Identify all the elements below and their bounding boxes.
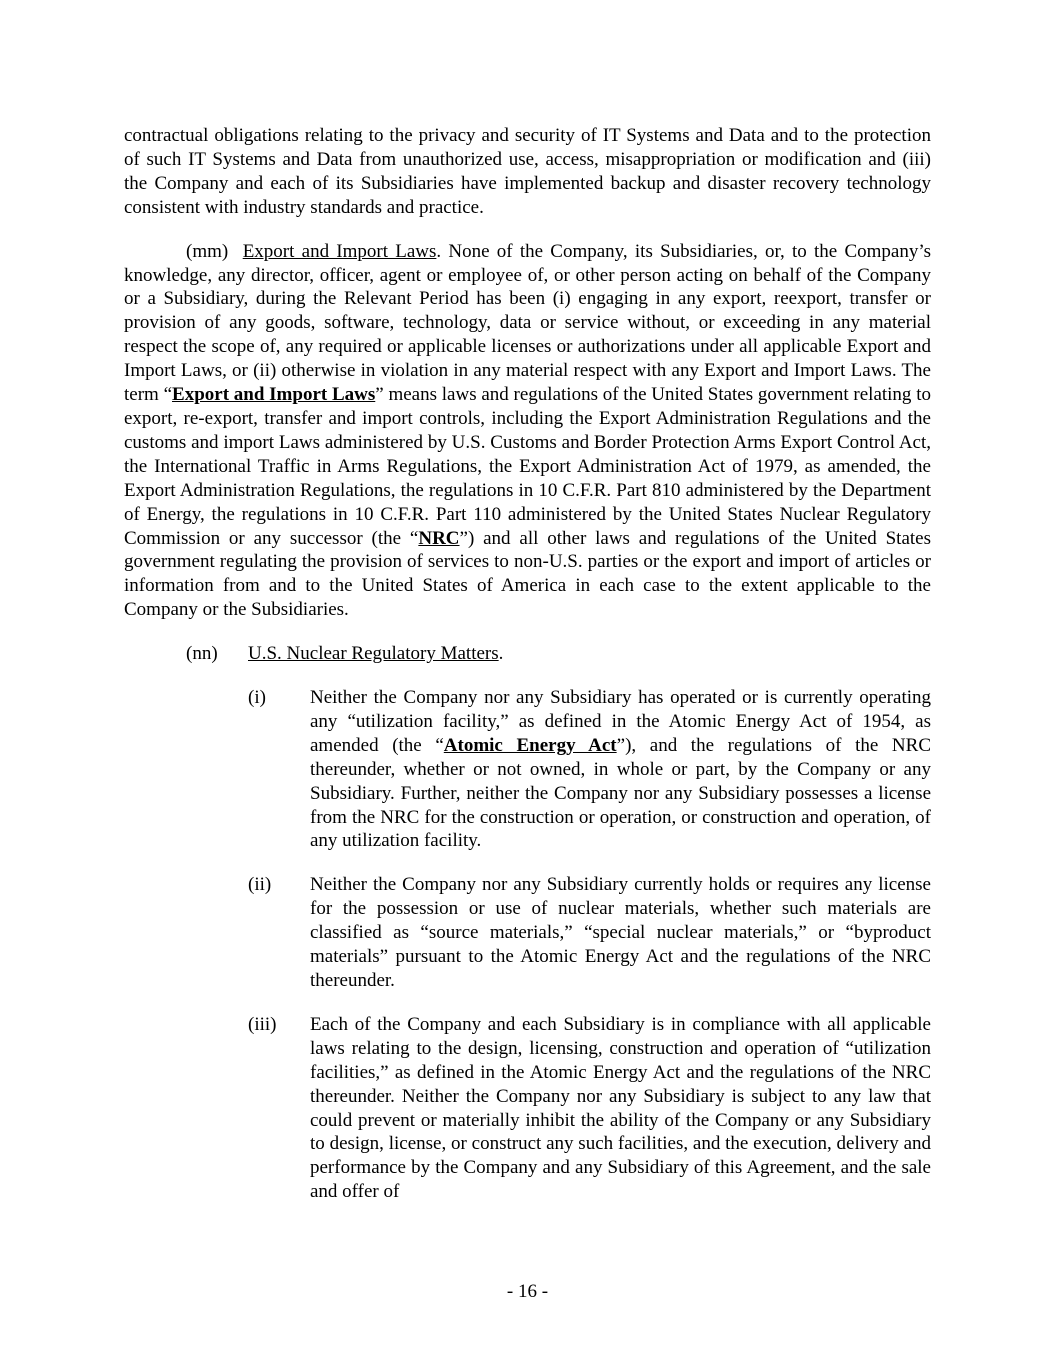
subsection-i [248, 686, 931, 853]
section-mm-text-2: ” means laws and regulations of the United States government relating to export, re-export, transfer and import controls, including the Export Administration Regulations and the customs and import Laws administered by U.S. Customs and Border Protection Arms Export Control Act, the International Traffic in Arms Regulations, the Export Administration Act of 1979, as amended, the Export Administration Regulations, the regulations in 10 C.F.R. Part 810 administered by the Department of Energy, the regulations in 10 C.F.R. Part 110 administered by the United States Nuclear Regulatory Commission or any successor (the “ [124, 384, 931, 549]
paragraph-ll-continuation: contractual obligations relating to the privacy and security of IT Systems and Data and to the protection of such IT Systems and Data from unauthorized use, access, misappropriation or modification and (iii) the Company and each of its Subsidiaries have implemented backup and disaster recovery technology consistent with industry standards and practice. [124, 125, 931, 218]
page-number: - 16 - [506, 1281, 549, 1302]
subsection-ii [248, 873, 931, 993]
defined-term-nrc: NRC [418, 527, 460, 549]
subsection-ii-number: (ii) [248, 874, 272, 896]
subsection-i-text-2: ”), and the regulations of the NRC thereunder, whether or not owned, in whole or part, by the Company or any Subsidiary. Further, neither the Company nor any Subsidiary possesses a license from the NRC for the construction or operation, or construction and operation, of any utilization facility. [310, 734, 931, 852]
section-mm-number: (mm) [186, 240, 229, 262]
section-nn-title: U.S. Nuclear Regulatory Matters [248, 643, 499, 665]
subsection-iii [248, 1013, 931, 1204]
subsection-i-text-1: Neither the Company nor any Subsidiary has operated or is currently operating any “utilization facility,” as defined in the Atomic Energy Act of 1954, as amended (the “ [310, 687, 931, 756]
section-nn-title-wrap [248, 642, 503, 666]
subsection-i-body [310, 686, 931, 853]
defined-term-export-import-laws: Export and Import Laws [172, 384, 376, 406]
subsection-ii-body: Neither the Company nor any Subsidiary currently holds or requires any license for the possession or use of nuclear materials, whether such materials are classified as “source materials,” “special nuclear materials,” or “byproduct materials” pursuant to the Atomic Energy Act and the regulations of the NRC thereunder. [310, 874, 931, 991]
section-mm-title: Export and Import Laws [242, 240, 437, 262]
section-mm-paragraph [124, 240, 931, 623]
defined-term-atomic-energy-act: Atomic Energy Act [443, 734, 617, 756]
subsection-iii-number: (iii) [248, 1013, 277, 1035]
section-nn-number: (nn) [186, 643, 218, 665]
subsection-i-number: (i) [248, 687, 266, 709]
section-nn-heading [186, 642, 931, 666]
subsection-iii-body: Each of the Company and each Subsidiary is in compliance with all applicable laws relating to the design, licensing, construction and operation of “utilization facilities,” as defined in the Atomic Energy Act and the regulations of the NRC thereunder. Neither the Company nor any Subsidiary is subject to any law that could prevent or materially inhibit the ability of the Company or any Subsidiary to design, license, or construct any such facilities, and the execution, delivery and performance by the Company and any Subsidiary of this Agreement, and the sale and offer of [310, 1013, 931, 1203]
section-mm-text-3: ”) and all other laws and regulations of the United States government regulating the provision of services to non-U.S. parties or the export and import of articles or information from and to the United States of America in each case to the extent applicable to the Company or the Subsidiaries. [124, 527, 931, 621]
section-mm-text-1: None of the Company, its Subsidiaries, or, to the Company’s knowledge, any director, officer, agent or employee of, or other person acting on behalf of the Company or a Subsidiary, during the Relevant Period has been (i) engaging in any export, reexport, transfer or provision of any goods, software, technology, data or service without, or exceeding in any material respect the scope of, any required or applicable licenses or authorizations under all applicable Export and Import Laws, or (ii) otherwise in violation in any material respect with any Export and Import Laws. The term “ [124, 240, 932, 406]
section-nn-title-period: . [498, 643, 504, 665]
section-mm-title-period: . [436, 240, 442, 262]
document-page [124, 124, 931, 1204]
